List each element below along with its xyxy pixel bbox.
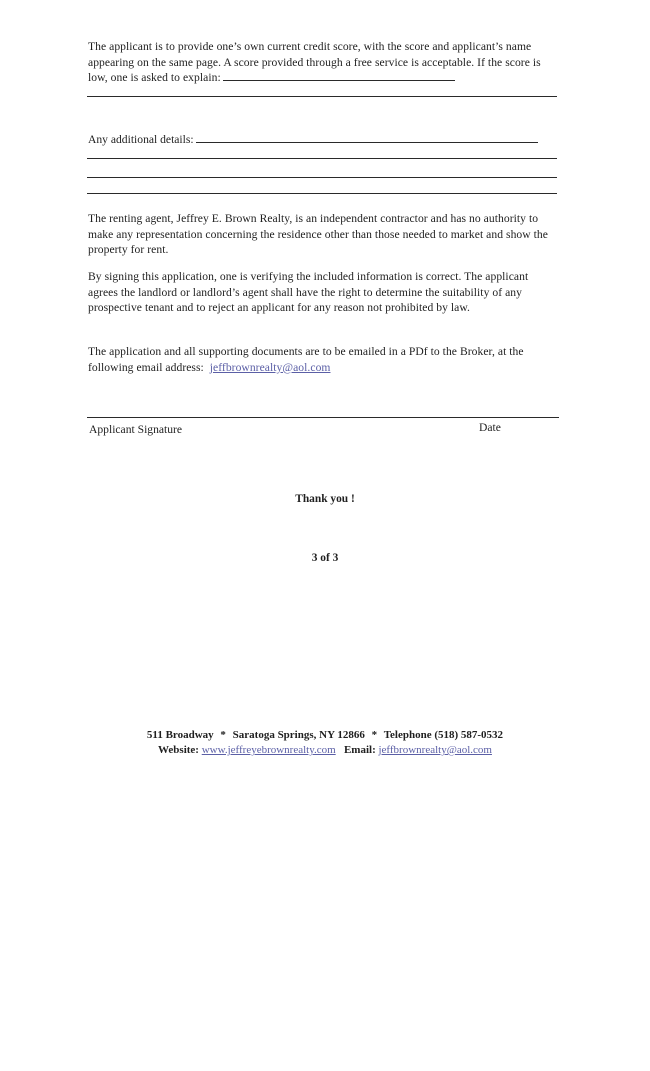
additional-details-field[interactable] <box>196 132 538 143</box>
additional-details-line-3[interactable] <box>87 193 557 194</box>
footer-address: 511 Broadway <box>146 729 214 741</box>
footer-email-link[interactable]: jeffbrownrealty@aol.com <box>378 744 492 756</box>
footer-telephone: Telephone (518) 587-0532 <box>383 729 504 741</box>
email-instruction-text: The application and all supporting documents are to be emailed in a PDf to the Broker, at the following email address: <box>88 345 524 374</box>
additional-details-line-2[interactable] <box>87 177 557 178</box>
thank-you-text: Thank you ! <box>295 493 355 505</box>
date-label: Date <box>479 421 501 434</box>
agent-disclaimer-paragraph: The renting agent, Jeffrey E. Brown Realty, is an independent contractor and has no authority to make any representation concerning the residence other than those needed to market and show the property for rent. <box>88 212 548 257</box>
footer-city: Saratoga Springs, NY 12866 <box>232 729 365 741</box>
footer-website-label: Website: <box>158 744 199 756</box>
footer-separator: * <box>220 729 226 741</box>
verification-paragraph: By signing this application, one is verifying the included information is correct. The applicant agrees the landlord or landlord’s agent shall have the right to determine the suitability of any prospective tenant and to reject an applicant for any reason not prohibited by law. <box>88 270 529 315</box>
footer-web-line <box>0 743 650 758</box>
credit-score-text: The applicant is to provide one’s own current credit score, with the score and applicant’s name appearing on the same page. A score provided through a free service is acceptable. If the score is low, one is asked to explain: <box>88 40 541 85</box>
footer-email-label: Email: <box>343 744 376 756</box>
credit-score-explanation-line[interactable] <box>87 96 557 97</box>
additional-details-line-1[interactable] <box>87 158 557 159</box>
footer-website-link[interactable]: www.jeffreyebrownrealty.com <box>201 744 336 756</box>
footer-separator: * <box>371 729 378 741</box>
additional-details-row <box>88 132 538 147</box>
credit-score-explanation-field[interactable] <box>223 70 455 81</box>
broker-email-link[interactable]: jeffbrownrealty@aol.com <box>209 360 331 374</box>
page-number: 3 of 3 <box>311 552 339 564</box>
credit-score-paragraph <box>88 39 558 86</box>
signature-line[interactable] <box>87 417 559 418</box>
footer-contact-line <box>0 728 650 743</box>
additional-details-label: Any additional details: <box>88 133 194 146</box>
applicant-signature-label: Applicant Signature <box>89 423 183 436</box>
email-instruction-paragraph <box>88 344 558 375</box>
